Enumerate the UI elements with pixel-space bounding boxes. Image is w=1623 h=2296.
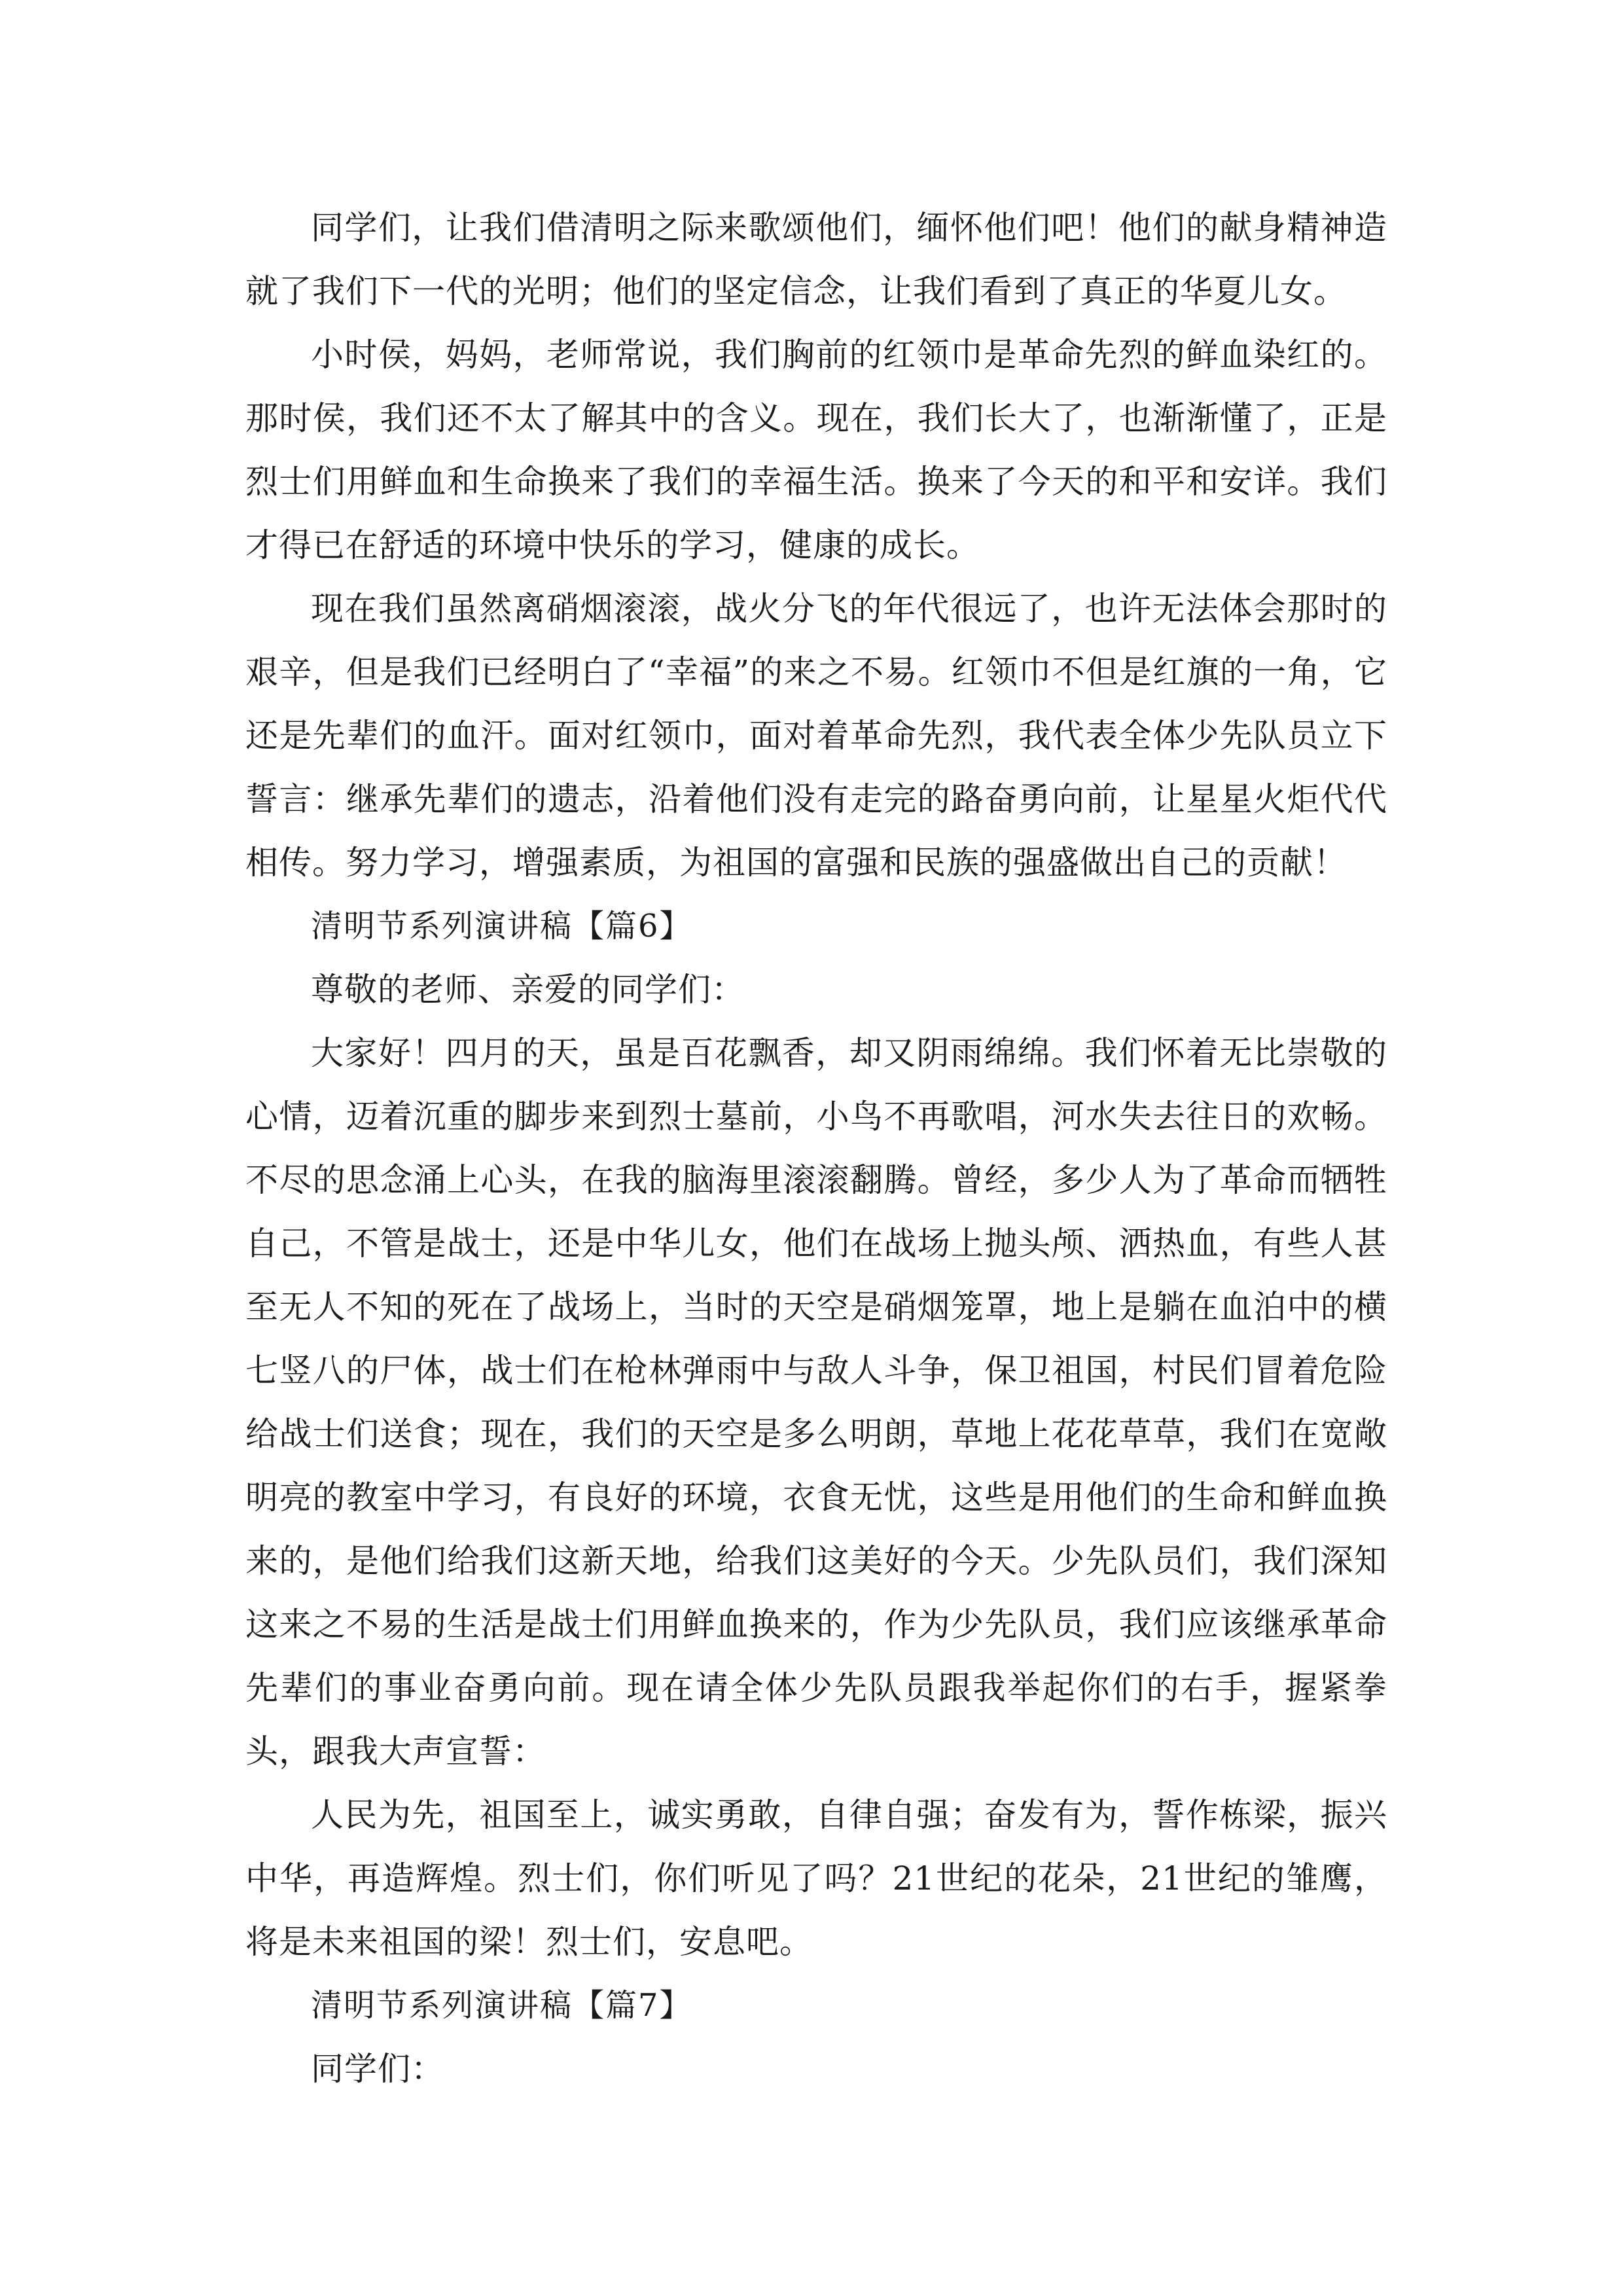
document-body	[245, 196, 1387, 2101]
salutation: 尊敬的老师、亲爱的同学们：	[311, 971, 745, 1009]
salutation-classmates: 同学们：	[311, 2050, 444, 2088]
paragraph-pledge: 现在我们虽然离硝烟滚滚，战火分飞的年代很远了，也许无法体会那时的艰辛，但是我们已经明白了“幸福”的来之不易。红领巾不但是红旗的一角，它还是先辈们的血汗。面对红领巾，面对着革命先烈，我代表全体少先队员立下誓言：继承先辈们的遗志，沿着他们没有走完的路奋勇向前，让星星火炬代代相传。努力学习，增强素质，为祖国的富强和民族的强盛做出自己的贡献！	[245, 590, 1387, 882]
section-heading-7: 清明节系列演讲稿【篇7】	[311, 1987, 692, 2024]
section-heading-6: 清明节系列演讲稿【篇6】	[311, 908, 692, 944]
paragraph-childhood: 小时侯，妈妈，老师常说，我们胸前的红领巾是革命先烈的鲜血染红的。那时侯，我们还不太了解其中的含义。现在，我们长大了，也渐渐懂了，正是烈士们用鲜血和生命换来了我们的幸福生活。换来了今天的和平和安详。我们才得已在舒适的环境中快乐的学习，健康的成长。	[245, 336, 1387, 564]
paragraph-oath: 人民为先，祖国至上，诚实勇敢，自律自强；奋发有为，誓作栋梁，振兴中华，再造辉煌。烈士们，你们听见了吗？21世纪的花朵，21世纪的雏鹰，将是未来祖国的梁！烈士们，安息吧。	[245, 1796, 1387, 1961]
paragraph-speech: 大家好！四月的天，虽是百花飘香，却又阴雨绵绵。我们怀着无比崇敬的心情，迈着沉重的脚步来到烈士墓前，小鸟不再歌唱，河水失去往日的欢畅。不尽的思念涌上心头，在我的脑海里滚滚翻腾。曾经，多少人为了革命而牺牲自己，不管是战士，还是中华儿女，他们在战场上抛头颅、洒热血，有些人甚至无人不知的死在了战场上，当时的天空是硝烟笼罩，地上是躺在血泊中的横七竖八的尸体，战士们在枪林弹雨中与敌人斗争，保卫祖国，村民们冒着危险给战士们送食；现在，我们的天空是多么明朗，草地上花花草草，我们在宽敞明亮的教室中学习，有良好的环境，衣食无忧，这些是用他们的生命和鲜血换来的，是他们给我们这新天地，给我们这美好的今天。少先队员们，我们深知这来之不易的生活是战士们用鲜血换来的，作为少先队员，我们应该继承革命先辈们的事业奋勇向前。现在请全体少先队员跟我举起你们的右手，握紧拳头，跟我大声宣誓：	[245, 1034, 1387, 1770]
paragraph-tribute: 同学们，让我们借清明之际来歌颂他们，缅怀他们吧！他们的献身精神造就了我们下一代的光明；他们的坚定信念，让我们看到了真正的华夏儿女。	[245, 209, 1387, 310]
